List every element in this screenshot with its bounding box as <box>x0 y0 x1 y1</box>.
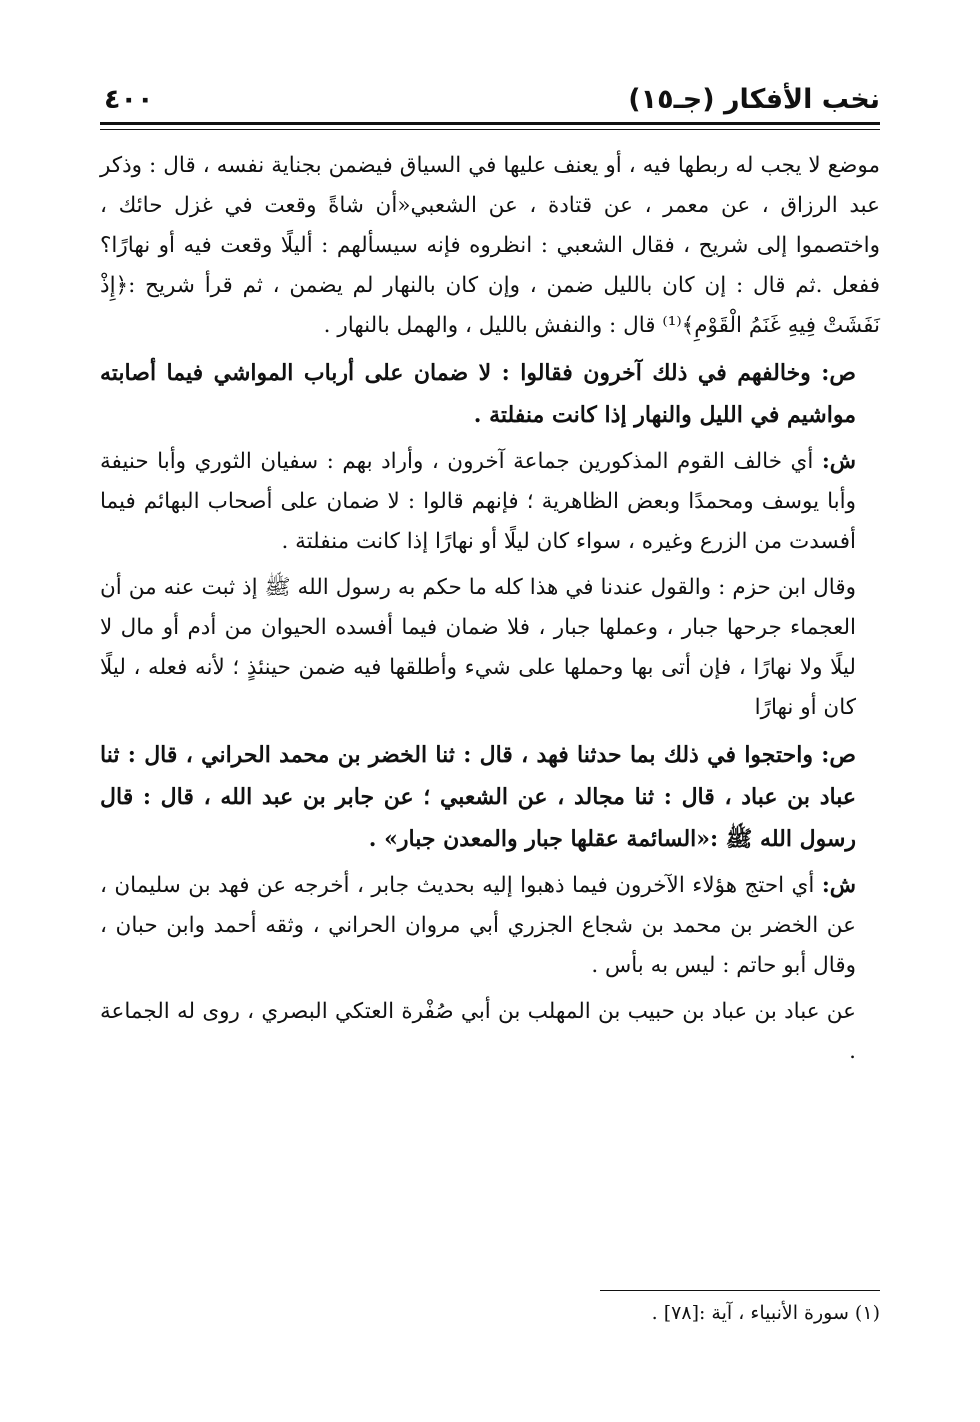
paragraph-6-sharh <box>100 866 880 986</box>
paragraph-text: ص: واحتجوا في ذلك بما حدثنا فهد ، قال : ثنا الخضر بن محمد الحراني ، قال : ثنا عباد بن عباد ، قال : ثنا مجالد ، عن الشعبي ؛ عن جابر بن عبد الله ، قال : قال رسول الله ﷺ :«السائمة عقلها جبار والمعدن جبار» . <box>100 742 856 852</box>
running-title: نخب الأفكار (جـ١٥) <box>628 84 880 115</box>
paragraph-text: ص: وخالفهم في ذلك آخرون فقالوا : لا ضمان على أرباب المواشي فيما أصابته مواشيم في الليل والنهار إذا كانت منفلتة . <box>100 360 856 428</box>
paragraph-3-sharh <box>100 442 880 562</box>
paragraph-2-matn <box>100 352 880 436</box>
paragraph-text: أي احتج هؤلاء الآخرون فيما ذهبوا إليه بحديث جابر ، أخرجه عن فهد بن سليمان ، عن الخضر بن محمد بن شجاع الجزري أبي مروان الحراني ، وثقه أحمد وابن حبان ، وقال أبو حاتم : ليس به بأس . <box>100 873 856 978</box>
header-rule-thin <box>100 129 880 130</box>
book-page <box>100 80 880 1360</box>
footnote-rule <box>600 1290 880 1291</box>
page-header <box>100 80 880 126</box>
footnote: (١) سورة الأنبياء ، آية :[٧٨] . <box>651 1302 880 1324</box>
sharh-marker: ش: <box>821 873 856 898</box>
paragraph-text: موضع لا يجب له ربطها فيه ، أو يعنف عليها في السياق فيضمن بجناية نفسه ، قال : وذكر عبد الرزاق ، عن معمر ، عن قتادة ، عن الشعبي«أن شاةً وقعت في غزل حائك ، واختصموا إلى شريح ، فقال الشعبي : انظروه فإنه سيسألهم : أليلًا وقعت فيه أو نهارًا؟ ففعل .ثم قال : إن كان بالليل ضمن ، وإن كان بالنهار لم يضمن ، ثم قرأ شريح :﴿إِذْ نَفَشَتْ فِيهِ غَنَمُ الْقَوْمِ﴾⁽¹⁾ قال : والنفش بالليل ، والهمل بالنهار . <box>100 153 880 338</box>
paragraph-5-matn <box>100 734 880 860</box>
paragraph-1 <box>100 146 880 346</box>
paragraph-text: وقال ابن حزم : والقول عندنا في هذا كله ما حكم به رسول الله ﷺ إذ ثبت عنه من أن العجماء جرحها جبار ، وعملها جبار ، فلا ضمان فيما أفسده الحيوان من أدم أو مال لا ليلًا ولا نهارًا ، فإن أتى بها وحملها على شيء وأطلقها فيه ضمن حينئذٍ ؛ لأنه فعله ، ليلًا كان أو نهارًا <box>100 575 856 720</box>
page-number: ٤٠٠ <box>104 84 154 115</box>
paragraph-4 <box>100 568 880 728</box>
paragraph-7 <box>100 992 880 1072</box>
paragraph-text: أي خالف القوم المذكورين جماعة آخرون ، وأراد بهم : سفيان الثوري وأبا حنيفة وأبا يوسف ومحمدًا وبعض الظاهرية ؛ فإنهم قالوا : لا ضمان على أصحاب البهائم فيما أفسدت من الزرع وغيره ، سواء كان ليلًا أو نهارًا إذا كانت منفلتة . <box>100 449 856 554</box>
sharh-marker: ش: <box>821 449 856 474</box>
page-body <box>100 146 880 1078</box>
paragraph-text: عن عباد بن عباد بن حبيب بن المهلب بن أبي صُفْرة العتكي البصري ، روى له الجماعة . <box>100 999 856 1064</box>
header-rule-thick <box>100 122 880 125</box>
